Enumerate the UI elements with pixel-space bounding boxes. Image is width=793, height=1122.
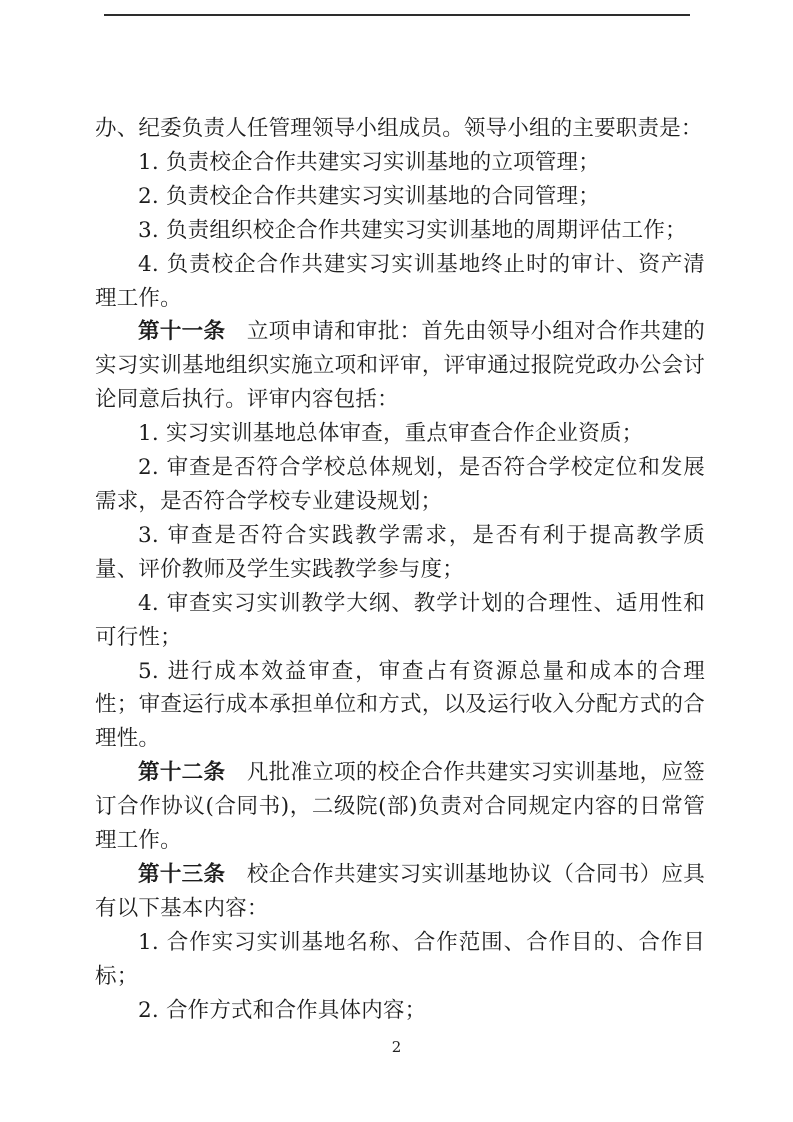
clause-label: 第十一条: [138, 319, 226, 345]
paragraph: 3. 负责组织校企合作共建实习实训基地的周期评估工作；: [138, 217, 687, 243]
paragraph: 第十一条 立项申请和审批：首先由领导小组对合作共建的实习实训基地组织实施立项和评审，评审通过报院党政办公会讨论同意后执行。评审内容包括：: [95, 319, 706, 413]
paragraph: 1. 负责校企合作共建实习实训基地的立项管理；: [138, 149, 600, 175]
paragraph: 4. 负责校企合作共建实习实训基地终止时的审计、资产清理工作。: [95, 251, 705, 311]
page-number: 2: [391, 1038, 402, 1056]
paragraph: 2. 审查是否符合学校总体规划，是否符合学校定位和发展需求，是否符合学校专业建设规划；: [95, 455, 705, 514]
paragraph: 2. 负责校企合作共建实习实训基地的合同管理；: [138, 183, 600, 209]
paragraph: 2. 合作方式和合作具体内容；: [138, 997, 427, 1023]
paragraph: 第十三条 校企合作共建实习实训基地协议（合同书）应具有以下基本内容：: [95, 861, 706, 921]
paragraph: 3. 审查是否符合实践教学需求，是否有利于提高教学质量、评价教师及学生实践教学参与度；: [95, 522, 705, 582]
clause-label: 第十二条: [138, 760, 226, 786]
header-rule: [104, 14, 690, 16]
paragraph: 1. 实习实训基地总体审查，重点审查合作企业资质；: [138, 421, 644, 447]
paragraph: 办、纪委负责人任管理领导小组成员。领导小组的主要职责是：: [95, 116, 703, 141]
paragraph: 5. 进行成本效益审查，审查占有资源总量和成本的合理性；审查运行成本承担单位和方式，以及运行收入分配方式的合理性。: [95, 658, 705, 752]
document-body: [95, 112, 705, 1027]
paragraph: 1. 合作实习实训基地名称、合作范围、合作目的、合作目标；: [95, 929, 705, 989]
paragraph: 4. 审查实习实训教学大纲、教学计划的合理性、适用性和可行性；: [95, 590, 705, 650]
paragraph: 第十二条 凡批准立项的校企合作共建实习实训基地，应签订合作协议(合同书)，二级院(部)负责对合同规定内容的日常管理工作。: [95, 760, 706, 854]
clause-label: 第十三条: [138, 861, 226, 887]
